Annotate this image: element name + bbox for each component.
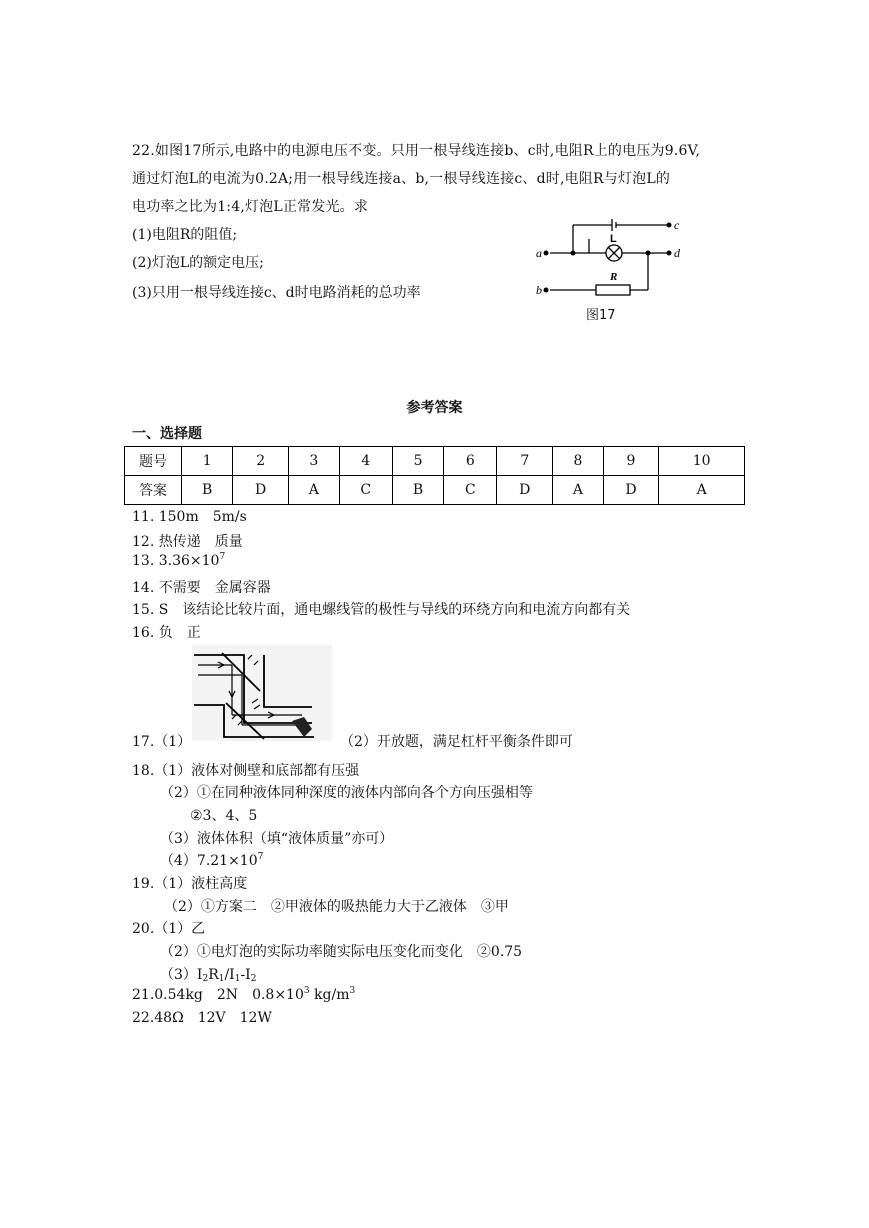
answer-table: [124, 446, 745, 505]
circuit-diagram: [530, 212, 700, 312]
answer-18-part3: （3）液体体积（填“液体质量”亦可）: [160, 831, 394, 847]
label-L: L: [610, 233, 617, 245]
table-cell: 3: [288, 447, 339, 476]
section-choice-title: 一、选择题: [132, 426, 202, 442]
junction-dot: [571, 251, 576, 256]
label-R: R: [610, 271, 618, 283]
table-cell: 6: [444, 447, 497, 476]
table-cell: B: [392, 476, 443, 505]
table-row: [125, 447, 745, 476]
answer-14: 14. 不需要 金属容器: [132, 580, 271, 596]
answer-18-part2: （2）①在同种液体同种深度的液体内部向各个方向压强相等: [160, 785, 533, 801]
table-cell: 1: [182, 447, 233, 476]
table-head-cell: 答案: [125, 476, 182, 505]
label-b: b: [536, 283, 542, 297]
answer-16: 16. 负 正: [132, 625, 201, 641]
answer-17-part2: （2）开放题，满足杠杆平衡条件即可: [340, 734, 573, 750]
answer-20-part3: $(3)I_2R_1/I_1-I_2$: [160, 967, 257, 984]
table-cell: 2: [233, 447, 289, 476]
table-cell: A: [553, 476, 604, 505]
table-cell: D: [233, 476, 289, 505]
answer-21: 21.0.54kg 2N $0.8\times 10^3$ $kg/m^3$: [132, 986, 356, 1003]
table-cell: D: [603, 476, 659, 505]
table-cell: B: [182, 476, 233, 505]
terminal-c-dot: [667, 223, 672, 228]
table-cell: A: [659, 476, 745, 505]
answer-19-part1: 19.（1）液柱高度: [132, 876, 248, 892]
table-cell: 5: [392, 447, 443, 476]
label-d: d: [674, 246, 680, 260]
figure-caption: 图17: [586, 308, 616, 323]
q22-sub-2: (2)灯泡L的额定电压;: [132, 255, 264, 271]
answer-20-part1: 20.（1）乙: [132, 921, 206, 937]
mirror-diagram: [192, 645, 332, 741]
terminal-a-dot: [544, 251, 549, 256]
answer-13: 13. $3.36\times 10^7$: [132, 552, 226, 569]
table-cell: A: [288, 476, 339, 505]
answer-17: 17.（1）: [132, 734, 192, 750]
answers-title: 参考答案: [406, 400, 463, 416]
table-cell: 8: [553, 447, 604, 476]
answer-19-part2: （2）①方案二 ②甲液体的吸热能力大于乙液体 ③甲: [164, 899, 509, 915]
q22-sub-3: (3)只用一根导线连接c、d时电路消耗的总功率: [132, 285, 421, 301]
table-row: [125, 476, 745, 505]
table-cell: D: [497, 476, 553, 505]
q22-sub-1: (1)电阻R的阻值;: [132, 227, 238, 243]
q22-line-1: 22.如图17所示,电路中的电源电压不变。只用一根导线连接b、c时,电阻R上的电压为9.6V,: [132, 143, 701, 159]
table-head-cell: 题号: [125, 447, 182, 476]
q22-line-3: 电功率之比为1:4,灯泡L正常发光。求: [132, 199, 369, 215]
answer-18-part2b: ②3、4、5: [190, 808, 258, 824]
terminal-b-dot: [544, 288, 549, 293]
answer-22: 22.48Ω 12V 12W: [132, 1010, 272, 1026]
answer-18-part1: 18.（1）液体对侧壁和底部都有压强: [132, 763, 360, 779]
answer-12: 12. 热传递 质量: [132, 534, 243, 550]
junction-dot: [646, 251, 651, 256]
answer-20-part2: （2）①电灯泡的实际功率随实际电压变化而变化 ②0.75: [160, 944, 523, 960]
table-cell: 7: [497, 447, 553, 476]
answer-11: 11. 150m 5m/s: [132, 509, 247, 525]
label-c: c: [674, 218, 680, 232]
table-cell: C: [444, 476, 497, 505]
terminal-d-dot: [667, 251, 672, 256]
table-cell: 9: [603, 447, 659, 476]
answer-18-part4: $(4)7.21\times 10^7$: [160, 852, 264, 869]
q22-line-2: 通过灯泡L的电流为0.2A;用一根导线连接a、b,一根导线连接c、d时,电阻R与灯泡L的: [132, 171, 671, 187]
table-cell: 4: [339, 447, 392, 476]
answer-15: 15. S 该结论比较片面，通电螺线管的极性与导线的环绕方向和电流方向都有关: [132, 602, 631, 618]
table-cell: 10: [659, 447, 745, 476]
label-a: a: [536, 246, 542, 260]
table-cell: C: [339, 476, 392, 505]
